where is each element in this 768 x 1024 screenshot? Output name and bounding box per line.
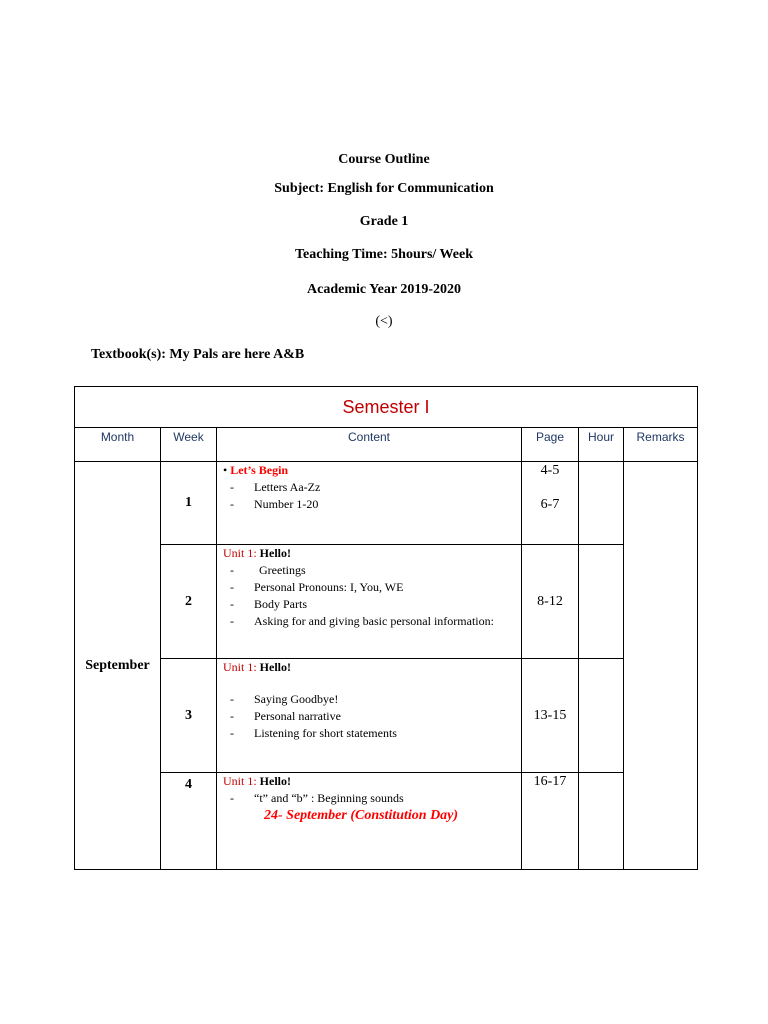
- semester-title: Semester I: [75, 387, 698, 428]
- textbook-line: Textbook(s): My Pals are here A&B: [91, 347, 305, 362]
- list-item: - “t” and “b” : Beginning sounds: [223, 790, 515, 807]
- grade-line: Grade 1: [359, 214, 409, 229]
- constitution-day-note: 24- September (Constitution Day): [264, 808, 459, 823]
- spacer: [223, 676, 515, 691]
- hour-cell: [579, 545, 624, 659]
- column-header-row: [75, 428, 698, 462]
- unit-label: Unit 1:: [223, 660, 257, 674]
- list-item: - Greetings: [223, 562, 515, 579]
- list-item: - Personal Pronouns: I, You, WE: [223, 579, 515, 596]
- unit-heading: [223, 545, 515, 562]
- content-cell: [217, 545, 522, 659]
- page-range: 16-17: [533, 774, 567, 789]
- course-outline-table: [74, 386, 698, 870]
- table-row: [75, 773, 698, 870]
- list-item: - Body Parts: [223, 596, 515, 613]
- month-cell: September: [75, 462, 161, 870]
- list-item: - Asking for and giving basic personal information:: [223, 613, 515, 630]
- list-item: - Letters Aa-Zz: [223, 479, 515, 496]
- unit-heading: [223, 659, 515, 676]
- week-number: 4: [161, 773, 217, 870]
- week-number: 1: [161, 462, 217, 545]
- remarks-cell: [624, 462, 698, 870]
- list-item: - Personal narrative: [223, 708, 515, 725]
- hour-cell: [579, 773, 624, 870]
- content-cell: [217, 462, 522, 545]
- unit-title: Hello!: [259, 660, 291, 674]
- page-range: 6-7: [540, 497, 560, 512]
- table-row: [75, 545, 698, 659]
- page-range: 4-5: [540, 463, 560, 478]
- academic-year-line: Academic Year 2019-2020: [307, 282, 461, 297]
- list-item: - Saying Goodbye!: [223, 691, 515, 708]
- unit-heading: [223, 773, 515, 790]
- page-range: 8-12: [537, 593, 563, 609]
- column-header-page: Page: [522, 428, 579, 462]
- topic-list: [223, 479, 515, 513]
- semester-row: [75, 387, 698, 428]
- bullet: •: [223, 463, 228, 477]
- content-cell: [217, 773, 522, 870]
- lets-begin-title: Let’s Begin: [230, 463, 289, 477]
- subject-line: Subject: English for Communication: [274, 181, 494, 196]
- week-number: 3: [161, 659, 217, 773]
- table-row: [75, 659, 698, 773]
- unit-title: Hello!: [259, 546, 291, 560]
- content-cell: [217, 659, 522, 773]
- topic-list: [223, 691, 515, 742]
- page-cell: [522, 462, 579, 545]
- page-range: 13-15: [533, 707, 567, 723]
- topic-list: [223, 562, 515, 630]
- page-cell: [522, 773, 579, 870]
- column-header-hour: Hour: [579, 428, 624, 462]
- unit-label: Unit 1:: [223, 774, 257, 788]
- page-cell: [522, 545, 579, 659]
- unit-label: Unit 1:: [223, 546, 257, 560]
- lesson-heading: [223, 462, 515, 479]
- week-number: 2: [161, 545, 217, 659]
- hour-cell: [579, 659, 624, 773]
- hour-cell: [579, 462, 624, 545]
- list-item: - Number 1-20: [223, 496, 515, 513]
- topic-list: [223, 790, 515, 807]
- column-header-month: Month: [75, 428, 161, 462]
- unit-title: Hello!: [259, 774, 291, 788]
- table-row: [75, 462, 698, 545]
- column-header-content: Content: [217, 428, 522, 462]
- column-header-week: Week: [161, 428, 217, 462]
- teaching-time-line: Teaching Time: 5hours/ Week: [294, 247, 473, 262]
- course-title: Course Outline: [338, 152, 430, 167]
- list-item: - Listening for short statements: [223, 725, 515, 742]
- column-header-remarks: Remarks: [624, 428, 698, 462]
- symbol-line: (<): [375, 314, 393, 329]
- page-cell: [522, 659, 579, 773]
